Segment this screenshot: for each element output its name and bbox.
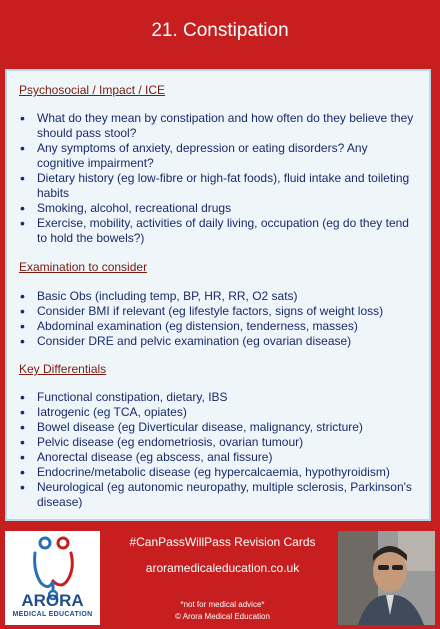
examination-heading: Examination to consider xyxy=(19,260,148,274)
list-item: • Anorectal disease (eg abscess, anal fissure) xyxy=(7,450,417,465)
list-item: • What do they mean by constipation and how often do they believe they should pass stool? xyxy=(7,111,417,141)
list-item: • Dietary history (eg low-fibre or high-fat foods), fluid intake and toileting habits xyxy=(7,171,417,201)
list-item: • Basic Obs (including temp, BP, HR, RR, O2 sats) xyxy=(7,289,417,304)
differentials-heading: Key Differentials xyxy=(19,362,107,376)
disclaimer-text: *not for medical advice* xyxy=(180,600,265,609)
page-title: 21. Constipation xyxy=(151,20,289,41)
hashtag-text: #CanPassWillPass Revision Cards xyxy=(129,535,316,549)
content-panel xyxy=(5,69,431,521)
list-item: • Consider DRE and pelvic examination (eg ovarian disease) xyxy=(7,334,417,349)
list-item: • Endocrine/metabolic disease (eg hypercalcaemia, hypothyroidism) xyxy=(7,465,417,480)
list-item: • Exercise, mobility, activities of daily living, occupation (eg do they tend to hold the bowels?) xyxy=(7,216,417,246)
list-item: • Iatrogenic (eg TCA, opiates) xyxy=(7,405,417,420)
copyright-text: © Arora Medical Education xyxy=(175,612,270,621)
differentials-list xyxy=(7,390,417,510)
portrait-image xyxy=(338,531,435,625)
list-item: • Abdominal examination (eg distension, tenderness, masses) xyxy=(7,319,417,334)
list-item: • Neurological (eg autonomic neuropathy, multiple sclerosis, Parkinson's disease) xyxy=(7,480,417,510)
logo-subtitle: MEDICAL EDUCATION xyxy=(12,611,93,618)
author-photo xyxy=(338,531,435,625)
examination-list xyxy=(7,289,417,349)
list-item: • Consider BMI if relevant (eg lifestyle factors, signs of weight loss) xyxy=(7,304,417,319)
list-item: • Any symptoms of anxiety, depression or eating disorders? Any cognitive impairment? xyxy=(7,141,417,171)
arora-logo xyxy=(5,531,100,625)
psychosocial-list xyxy=(7,111,417,246)
logo-name: ARORA xyxy=(21,591,84,610)
list-item: • Pelvic disease (eg endometriosis, ovarian tumour) xyxy=(7,435,417,450)
list-item: • Bowel disease (eg Diverticular disease, malignancy, stricture) xyxy=(7,420,417,435)
list-item: • Smoking, alcohol, recreational drugs xyxy=(7,201,417,216)
psychosocial-heading: Psychosocial / Impact / ICE xyxy=(19,83,166,97)
list-item: • Functional constipation, dietary, IBS xyxy=(7,390,417,405)
website-link[interactable]: aroramedicaleducation.co.uk xyxy=(145,561,300,575)
